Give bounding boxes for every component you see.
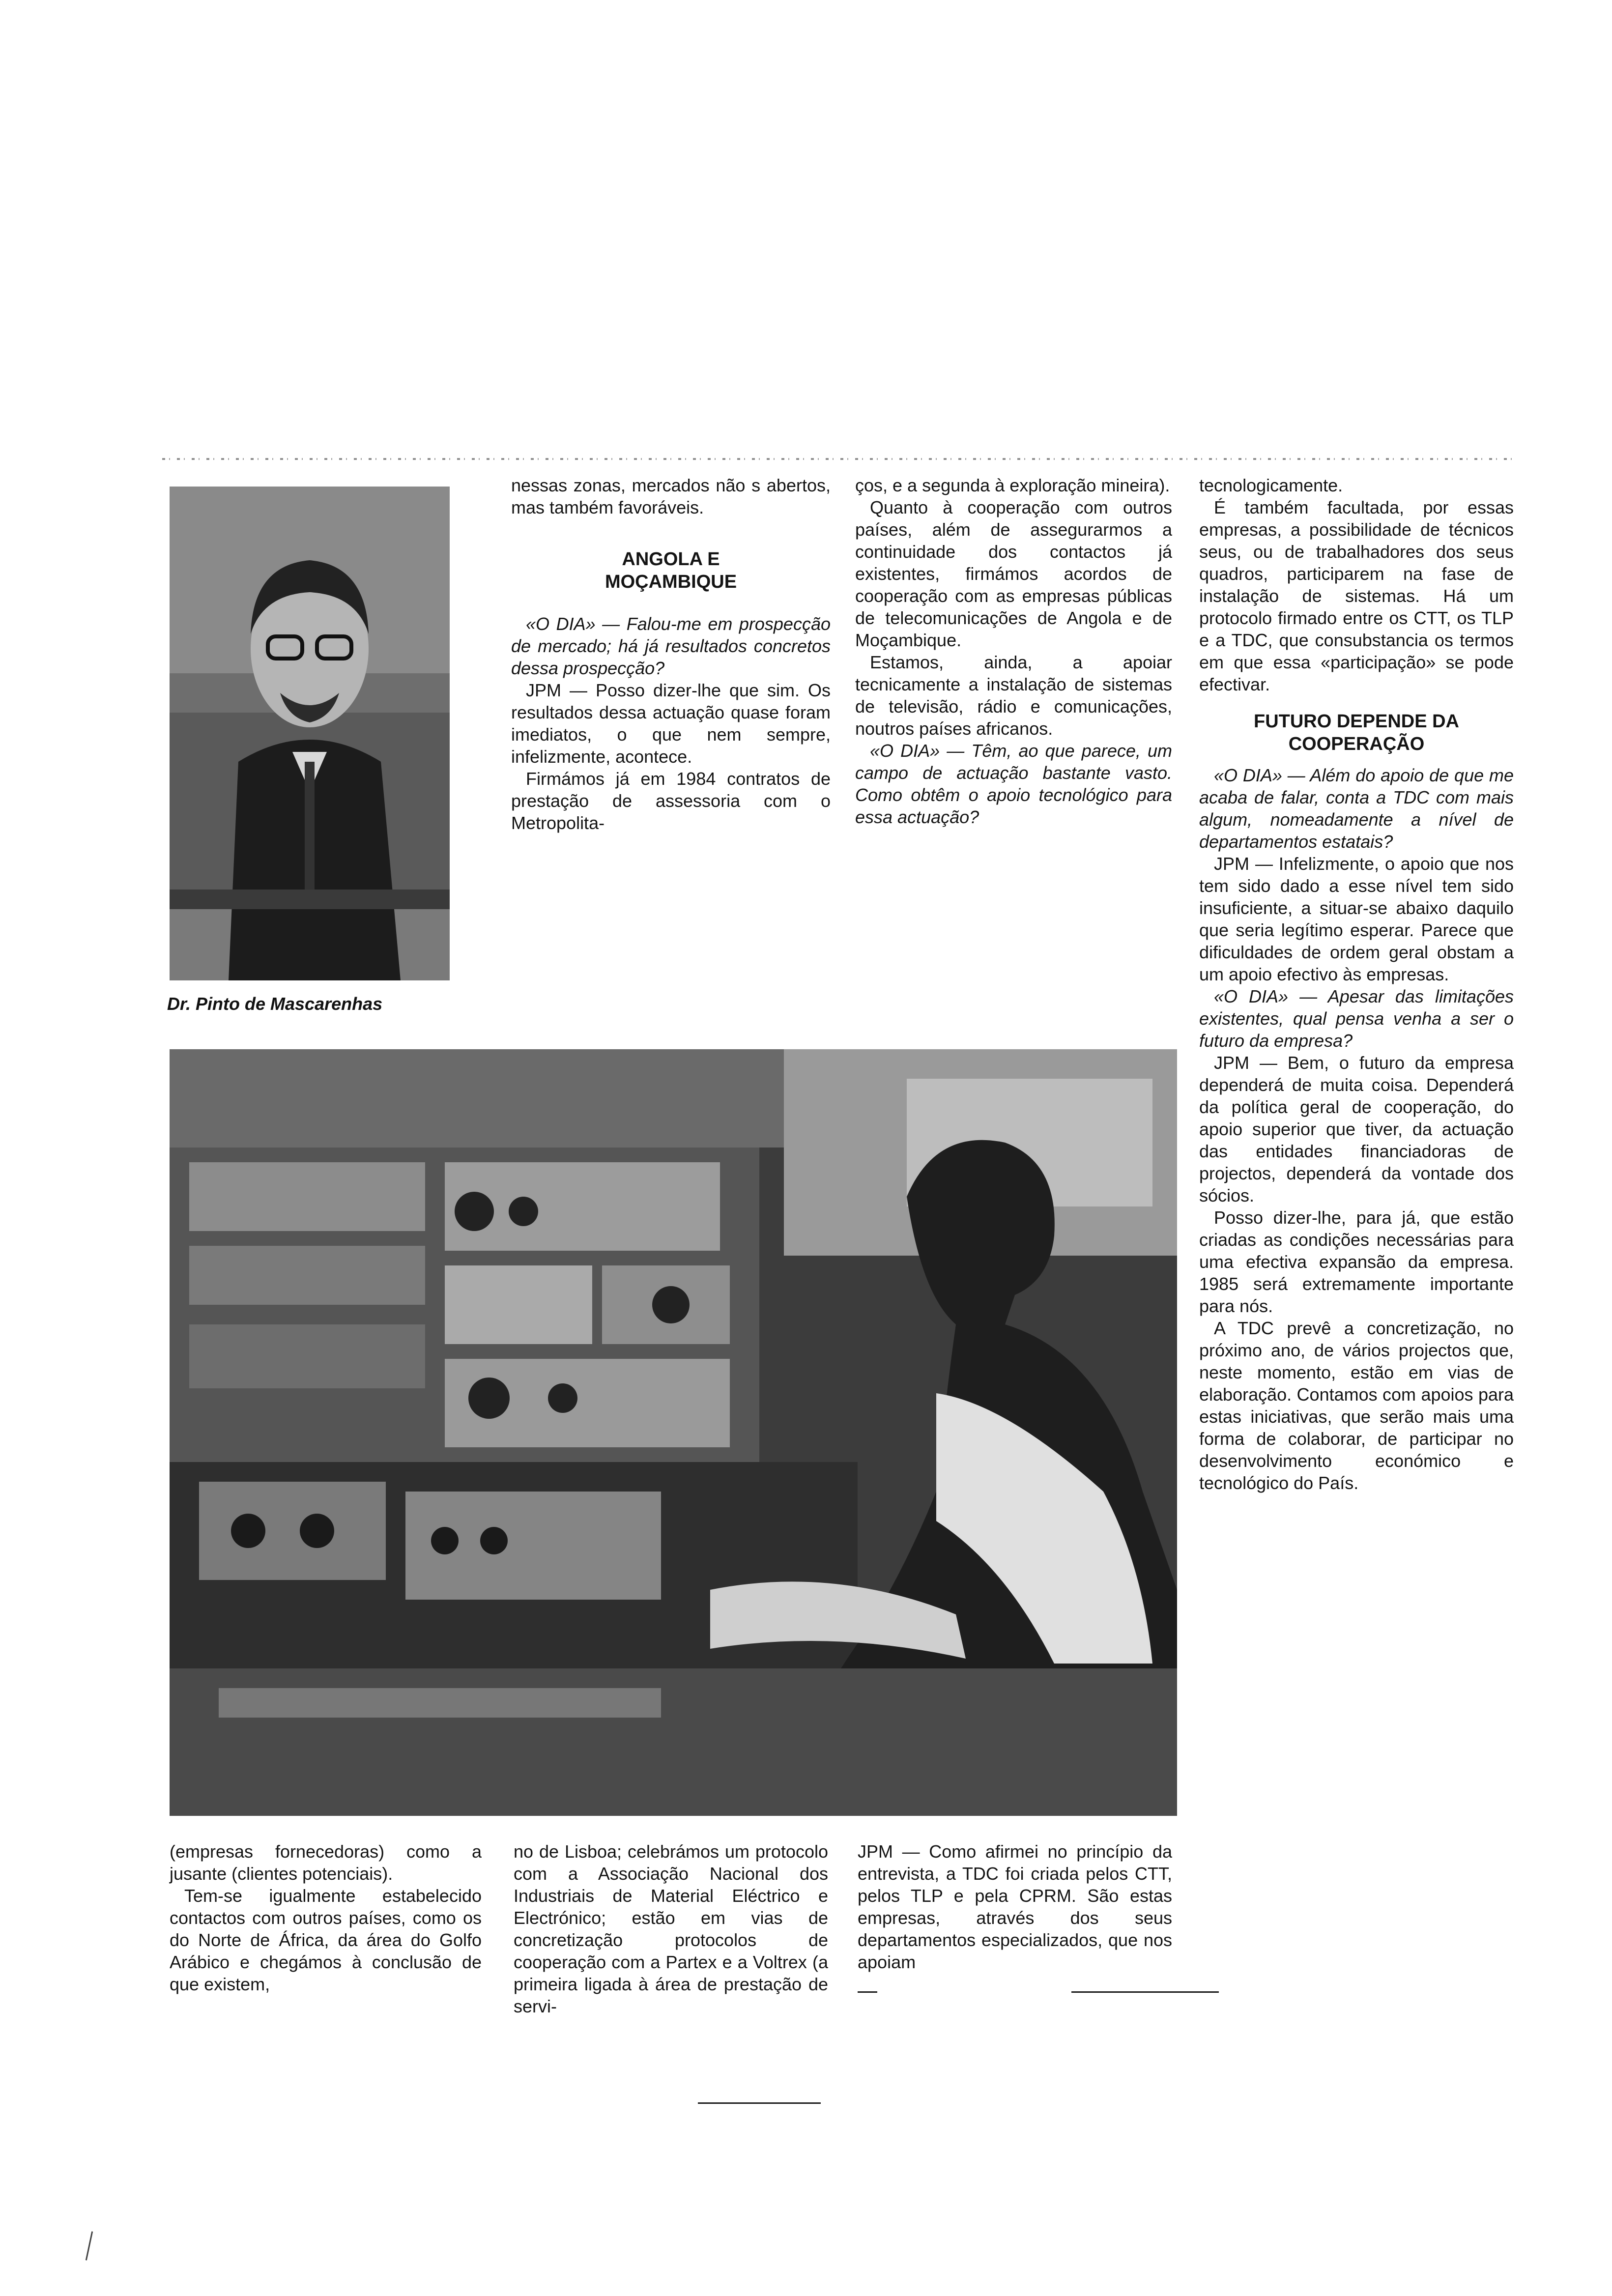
column-bottom-3	[858, 1840, 1172, 1973]
question-paragraph: «O DIA» — Têm, ao que parece, um campo de actuação bastante vasto. Como obtêm o apoio tecnológico para essa actuação?	[855, 741, 1172, 827]
paragraph: JPM — Bem, o futuro da empresa dependerá de muita coisa. Dependerá da política geral de cooperação, do apoio superior que tiver, da actuação das entidades financiadoras de projectos, dependerá da vontade dos sócios.	[1199, 1053, 1514, 1205]
paragraph: (empresas fornecedoras) como a jusante (clientes potenciais).	[170, 1841, 482, 1884]
paragraph: Posso dizer-lhe, para já, que estão criadas as condições necessárias para uma efectiva expansão da empresa. 1985 será extremamente importante para nós.	[1199, 1207, 1514, 1316]
paragraph: É também facultada, por essas empresas, a possibilidade de técnicos seus, ou de trabalhadores dos seus quadros, participarem na fase de instalação de sistemas. Há um protocolo firmado entre os CTT, os TLP e a TDC, que consubstancia os termos em que essa «participação» se pode efectivar.	[1199, 497, 1514, 694]
column-bottom-1	[170, 1840, 482, 1995]
question-paragraph: «O DIA» — Apesar das limitações existentes, qual pensa venha a ser o futuro da empresa?	[1199, 986, 1514, 1051]
column-end-rule	[858, 1991, 877, 1993]
paragraph: Quanto à cooperação com outros países, além de assegurarmos a continuidade dos contactos já existentes, firmámos acordos de cooperação com as empresas públicas de telecomunicações de Angola e de Moçambique.	[855, 497, 1172, 650]
paragraph: Estamos, ainda, a apoiar tecnicamente a instalação de sistemas de televisão, rádio e comunicações, noutros países africanos.	[855, 652, 1172, 739]
paragraph: Tem-se igualmente estabelecido contactos com outros países, como os do Norte de África, da área do Golfo Arábico e chegámos à conclusão de que existem,	[170, 1886, 482, 1994]
equipment-illustration	[170, 1049, 1177, 1816]
paragraph: JPM — Como afirmei no princípio da entrevista, a TDC foi criada pelos CTT, pelos TLP e pela CPRM. São estas empresas, através dos seus departamentos especializados, que nos apoiam	[858, 1841, 1172, 1972]
column-bottom-2	[514, 1840, 828, 2017]
column-end-rule	[1071, 1991, 1219, 1993]
column-end-rule	[698, 2102, 821, 2104]
column-top-2	[855, 474, 1172, 828]
paragraph: JPM — Posso dizer-lhe que sim. Os resultados dessa actuação quase foram imediatos, o que nem sempre, infelizmente, acontece.	[511, 680, 831, 767]
header-noise-strip	[162, 458, 1519, 460]
paragraph: ços, e a segunda à exploração mineira).	[855, 475, 1170, 495]
equipment-photo	[170, 1049, 1177, 1816]
section-heading-angola: ANGOLA E MOÇAMBIQUE	[604, 549, 737, 592]
section-heading-futuro: FUTURO DEPENDE DA COOPERAÇÃO	[1253, 711, 1460, 754]
portrait-illustration	[170, 487, 450, 980]
paragraph: nessas zonas, mercados não s abertos, mas também favoráveis.	[511, 475, 831, 517]
column-right	[1199, 474, 1514, 1494]
paragraph: A TDC prevê a concretização, no próximo ano, de vários projectos que, neste momento, estão em vias de elaboração. Contamos com apoios para estas iniciativas, que serão mais uma forma de colaborar, de participar no desenvolvimento económico e tecnológico do País.	[1199, 1318, 1514, 1493]
question-paragraph: «O DIA» — Falou-me em prospecção de mercado; há já resultados concretos dessa prospecção?	[511, 614, 831, 678]
photo-caption: Dr. Pinto de Mascarenhas	[167, 994, 383, 1014]
paragraph: tecnologicamente.	[1199, 475, 1343, 495]
question-paragraph: «O DIA» — Além do apoio de que me acaba de falar, conta a TDC com mais algum, nomeadamente a nível de departamentos estatais?	[1199, 765, 1514, 852]
paragraph: no de Lisboa; celebrámos um protocolo com a Associação Nacional dos Industriais de Material Eléctrico e Electrónico; estão em vias de concretização protocolos de cooperação com a Partex e a Voltrex (a primeira ligada à área de prestação de servi-	[514, 1841, 828, 2016]
paragraph: Firmámos já em 1984 contratos de prestação de assessoria com o Metropolita-	[511, 769, 831, 833]
paragraph: JPM — Infelizmente, o apoio que nos tem sido dado a esse nível tem sido insuficiente, a situar-se abaixo daquilo que seria legítimo esperar. Parece que dificuldades de ordem geral obstam a um apoio efectivo às empresas.	[1199, 854, 1514, 984]
scan-mark	[86, 2231, 93, 2260]
column-top-1	[511, 474, 831, 834]
portrait-photo	[170, 487, 450, 980]
